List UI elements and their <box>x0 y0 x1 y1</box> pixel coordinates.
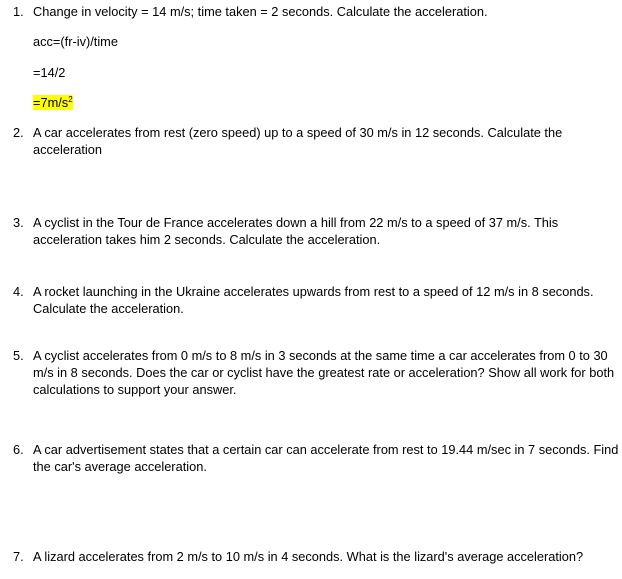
highlighted-answer <box>33 95 73 110</box>
answer-value: =7m/s <box>33 95 69 110</box>
question-number: 2. <box>13 125 24 140</box>
question-text: A car accelerates from rest (zero speed) up to a speed of 30 m/s in 12 seconds. Calculate the acceleration <box>33 125 563 157</box>
work-line-formula: acc=(fr-iv)/time <box>33 34 118 49</box>
question-number: 7. <box>13 549 24 564</box>
question-text: Change in velocity = 14 m/s; time taken = 2 seconds. Calculate the acceleration. <box>33 4 488 19</box>
question-text: A lizard accelerates from 2 m/s to 10 m/s in 4 seconds. What is the lizard's average acceleration? <box>33 549 584 564</box>
question-number: 3. <box>13 215 24 230</box>
work-line-substitution: =14/2 <box>33 65 66 80</box>
question-text: A cyclist in the Tour de France accelerates down a hill from 22 m/s to a speed of 37 m/s. This acceleration takes him 2 seconds. Calculate the acceleration. <box>33 215 559 247</box>
question-number: 5. <box>13 348 24 363</box>
question-text: A rocket launching in the Ukraine accelerates upwards from rest to a speed of 12 m/s in 8 seconds. Calculate the acceleration. <box>33 284 594 316</box>
question-number: 6. <box>13 442 24 457</box>
work-answer <box>33 94 73 111</box>
question-number: 4. <box>13 284 24 299</box>
question-text: A car advertisement states that a certain car can accelerate from rest to 19.44 m/sec in 7 seconds. Find the car's average acceleration. <box>33 442 619 474</box>
question-text: A cyclist accelerates from 0 m/s to 8 m/s in 3 seconds at the same time a car accelerates from 0 to 30 m/s in 8 seconds. Does the car or cyclist have the greatest rate or acceleration? Show all work for both calculations to support your answer. <box>33 348 615 397</box>
answer-exponent: 2 <box>68 95 73 104</box>
question-number: 1. <box>13 4 24 19</box>
